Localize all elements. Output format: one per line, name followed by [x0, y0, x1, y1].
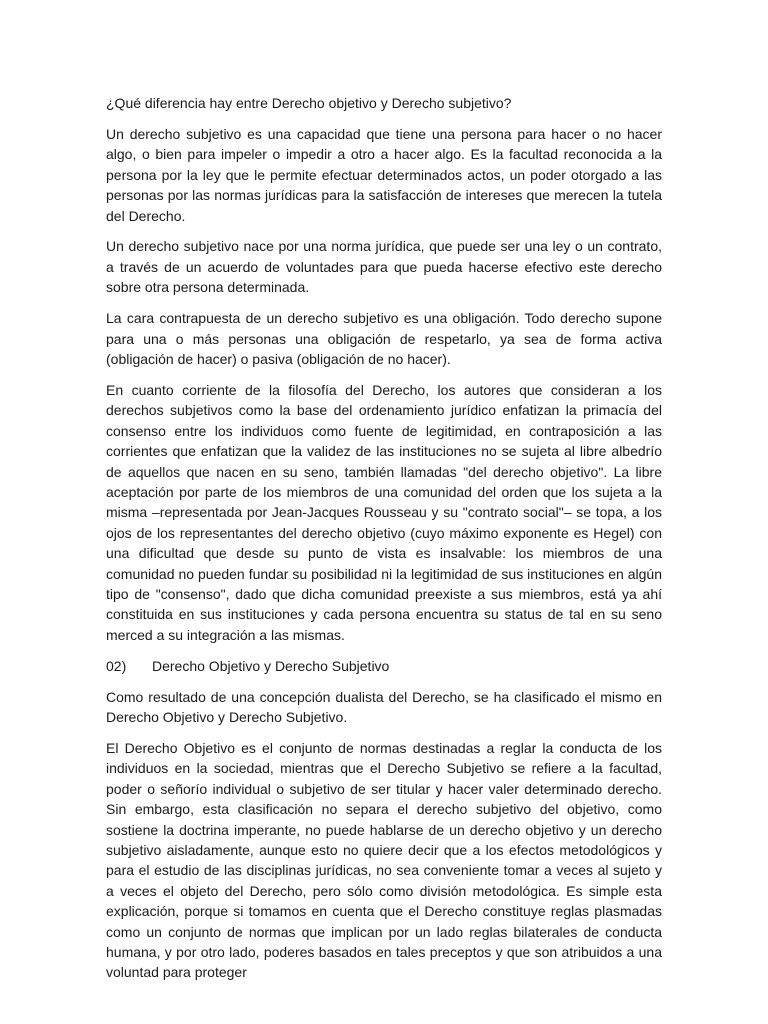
- question-heading: ¿Qué diferencia hay entre Derecho objetivo y Derecho subjetivo?: [106, 95, 512, 111]
- section-heading: [106, 656, 662, 676]
- section-title: Derecho Objetivo y Derecho Subjetivo: [152, 657, 390, 674]
- paragraph-dualist: Como resultado de una concepción dualista del Derecho, se ha clasificado el mismo en Derecho Objetivo y Derecho Subjetivo.: [106, 688, 662, 725]
- paragraph-philosophy: En cuanto corriente de la filosofía del Derecho, los autores que consideran a los derechos subjetivos como la base del ordenamiento jurídico enfatizan la primacía del consenso entre los individuos como fuente de legitimidad, en contraposición a las corrientes que enfatizan que la validez de las instituciones no se sujeta al libre albedrío de aquellos que nacen en su seno, también llamadas "del derecho objetivo". La libre aceptación por parte de los miembros de una comunidad del orden que los sujeta a la misma –representada por Jean-Jacques Rousseau y su "contrato social"– se topa, a los ojos de los representantes del derecho objetivo (cuyo máximo exponente es Hegel) con una dificultad que desde su punto de vista es insalvable: los miembros de una comunidad no pueden fundar su posibilidad ni la legitimidad de sus instituciones en algún tipo de "consenso", dado que dicha comunidad preexiste a sus miembros, está ya ahí constituida en sus instituciones y cada persona encuentra su status de tal en su seno merced a su integración a las mismas.: [106, 381, 662, 643]
- section-number: 02): [106, 657, 127, 674]
- paragraph-definition: Un derecho subjetivo es una capacidad que tiene una persona para hacer o no hacer algo, o bien para impeler o impedir a otro a hacer algo. Es la facultad reconocida a la persona por la ley que le permite efectuar determinados actos, un poder otorgado a las personas por las normas jurídicas para la satisfacción de intereses que merecen la tutela del Derecho.: [106, 125, 662, 224]
- paragraph-objective-law: El Derecho Objetivo es el conjunto de normas destinadas a reglar la conducta de los individuos en la sociedad, mientras que el Derecho Subjetivo se refiere a la facultad, poder o señorío individual o subjetivo de ser titular y hacer valer determinado derecho. Sin embargo, esta clasificación no separa el derecho subjetivo del objetivo, como sostiene la doctrina imperante, no puede hablarse de un derecho objetivo y un derecho subjetivo aisladamente, aunque esto no quiere decir que a los efectos metodológicos y para el estudio de las disciplinas jurídicas, no sea conveniente tomar a veces al sujeto y a veces el objeto del Derecho, pero sólo como división metodológica. Es simple esta explicación, porque si tomamos en cuenta que el Derecho constituye reglas plasmadas como un conjunto de normas que implican por un lado reglas bilaterales de conducta humana, y por otro lado, poderes basados en tales preceptos y que son atribuidos a una voluntad para proteger: [106, 739, 662, 981]
- document-page: [106, 93, 662, 993]
- paragraph-origin: Un derecho subjetivo nace por una norma jurídica, que puede ser una ley o un contrato, a través de un acuerdo de voluntades para que pueda hacerse efectivo este derecho sobre otra persona determinada.: [106, 238, 662, 296]
- paragraph-obligation: La cara contrapuesta de un derecho subjetivo es una obligación. Todo derecho supone para una o más personas una obligación de respetarlo, ya sea de forma activa (obligación de hacer) o pasiva (obligación de no hacer).: [106, 310, 662, 367]
